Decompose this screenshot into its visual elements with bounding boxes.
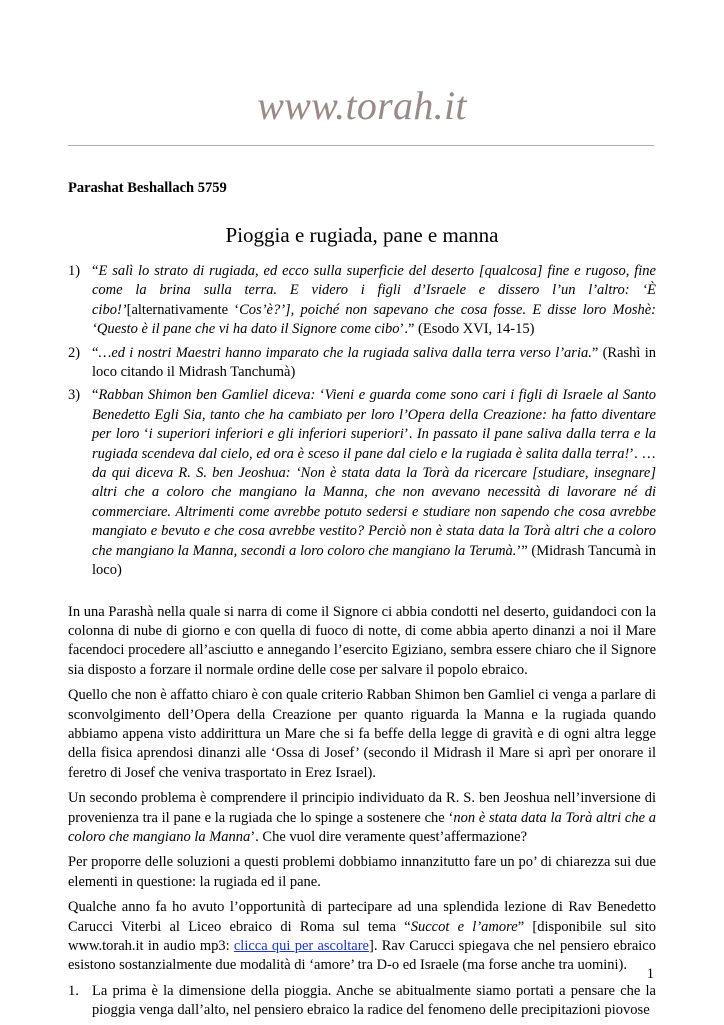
quote-text: i superiori inferiori e gli inferiori superiori [148, 426, 404, 443]
quote-text: …ed i nostri Maestri hanno imparato che la rugiada saliva dalla terra verso l’aria. [98, 344, 592, 361]
paragraph-text: Qualche anno fa ho avuto l’opportunità di partecipare ad una splendida lezione di Rav Benedetto Carucci Viterbi al Liceo ebraico di Roma sul tema “ [68, 899, 656, 935]
paragraph-quote: Succot e l’amore [410, 918, 518, 935]
header-divider [68, 145, 654, 146]
list-number: 3) [68, 387, 81, 404]
document-body [68, 262, 656, 1025]
paragraph-text: ” [disponibile sul sito www.torah.it in audio mp3: [68, 918, 656, 954]
quote-text: Rabban Shimon ben Gamliel diceva: [98, 387, 320, 404]
listen-audio-link[interactable]: clicca qui per ascoltare [233, 938, 369, 954]
quote-text: [alternativamente ‘ [126, 301, 240, 318]
paragraph-text: ’. Che vuol dire veramente quest’affermazione? [250, 828, 528, 845]
quotes-list [68, 262, 656, 581]
list-number: 2) [68, 344, 81, 361]
quote-text: ’. … [629, 445, 656, 462]
quote-text: E salì lo strato di rugiada, ed ecco sulla superficie del deserto [qualcosa] fine e rugoso, fine come la brina sulla terra. E videro i figli d’Israele e dissero l’un l’altro: ‘È cibo!’ [92, 263, 656, 318]
parasha-heading: Parashat Beshallach 5759 [68, 180, 227, 196]
page-title: Pioggia e rugiada, pane e manna [225, 223, 499, 247]
list-item-text: La prima è la dimensione della pioggia. Anche se abitualmente siamo portati a pensare che la pioggia venga dall’alto, nel pensiero ebraico la radice del fenomeno delle precipitazioni piovose [92, 982, 656, 1019]
paragraph: Quello che non è affatto chiaro è con quale criterio Rabban Shimon ben Gamliel ci venga a parlare di sconvolgimento dell’Opera della Creazione per quanto riguarda la Manna e la rugiada quando abbiamo appena visto addirittura un Mare che si fa beffe della legge di gravità e di ogni altra legge della fisica aprendosi dinanzi alle ‘Ossa di Josef’ (secondo il Midrash il Mare si aprì per onorare il feretro di Josef che veniva trasportato in Erez Israel). [68, 687, 656, 781]
quote-text: ’. [403, 426, 417, 443]
quote-item-3 [68, 386, 656, 580]
quote-item-2 [68, 344, 656, 383]
list-number: 1) [68, 263, 81, 279]
paragraph [68, 789, 656, 847]
page-number: 1 [646, 966, 654, 982]
quote-text: da qui diceva R. S. ben Jeoshua: ‘Non è stata data la Torà da ricercare [studiare, insegnare] altri che a coloro che mangiano la Manna, che non avevano necessità di lavorare né di commerciare. Altrimenti come avrebbe potuto sedersi e studiare non sapendo che cosa avrebbe mangiato e bevuto e che cosa avrebbe vestito? Perciò non è stata data la Torà altri che a coloro che mangiano la Manna, secondi a loro coloro che mangiano la Terumà. [92, 465, 656, 559]
paragraph-text: ]. Rav Carucci spiegava che nel pensiero ebraico esistono sostanzialmente due modalità di ‘amore’ tra D-o ed Israele (ma forse anche tra uomini). [68, 938, 656, 974]
quote-text: ‘ [319, 387, 325, 404]
paragraph-text: Un secondo problema è comprendere il principio individuato da R. S. ben Jeoshua nell’inversione di provenienza tra il pane e la rugiada che lo spinge a sostenere che ‘ [68, 790, 656, 826]
quote-text: Questo è il pane che vi ha dato il Signore come cibo [96, 321, 400, 338]
quote-text: ‘ [143, 426, 149, 443]
quote-source: ” (Rashì in loco citando il Midrash Tanchumà) [92, 344, 656, 381]
site-header: www.torah.it [257, 83, 467, 128]
quote-text: Cos’è?’], poiché non sapevano che cosa fosse. E disse loro Moshè: ‘ [92, 301, 656, 338]
paragraph: Per proporre delle soluzioni a questi problemi dobbiamo innanzitutto fare un po’ di chiarezza sui due elementi in questione: la rugiada ed il pane. [68, 854, 656, 890]
quote-text: Vieni e guarda come sono cari i figli di Israele al Santo Benedetto Egli Sia, tanto che ha cambiato per loro l’Opera della Creazione: ha fatto diventare per loro [92, 387, 656, 443]
numbered-list [68, 982, 656, 1021]
quote-mark: “ [92, 263, 99, 279]
quote-source: ’.” (Esodo XVI, 14-15) [399, 321, 535, 338]
paragraph [68, 898, 656, 976]
section-gap [68, 585, 656, 603]
quote-item-1 [68, 262, 656, 340]
paragraph-quote: non è stata data la Torà altri che a coloro che mangiano la Manna [68, 809, 657, 845]
quote-text: In passato il pane saliva dalla terra e la rugiada scendeva dal cielo, ed ora è sceso il pane dal cielo e la rugiada è salita dalla terra! [92, 426, 656, 462]
list-number: 1. [68, 982, 79, 999]
paragraph: In una Parashà nella quale si narra di come il Signore ci abbia condotti nel deserto, guidandoci con la colonna di nube di giorno e con quella di fuoco di notte, di come abbia aperto dinanzi a noi il Mare facendoci procedere all’asciutto e annegando l’esercito Egiziano, sembra essere chiaro che il Signore sia disposto a forzare il normale ordine delle cose per salvare il popolo ebraico. [68, 603, 656, 678]
quote-mark: “ [92, 387, 99, 404]
list-item [68, 982, 656, 1021]
quote-mark: “ [92, 344, 99, 361]
quote-source: ’” (Midrash Tancumà in loco) [92, 542, 656, 579]
